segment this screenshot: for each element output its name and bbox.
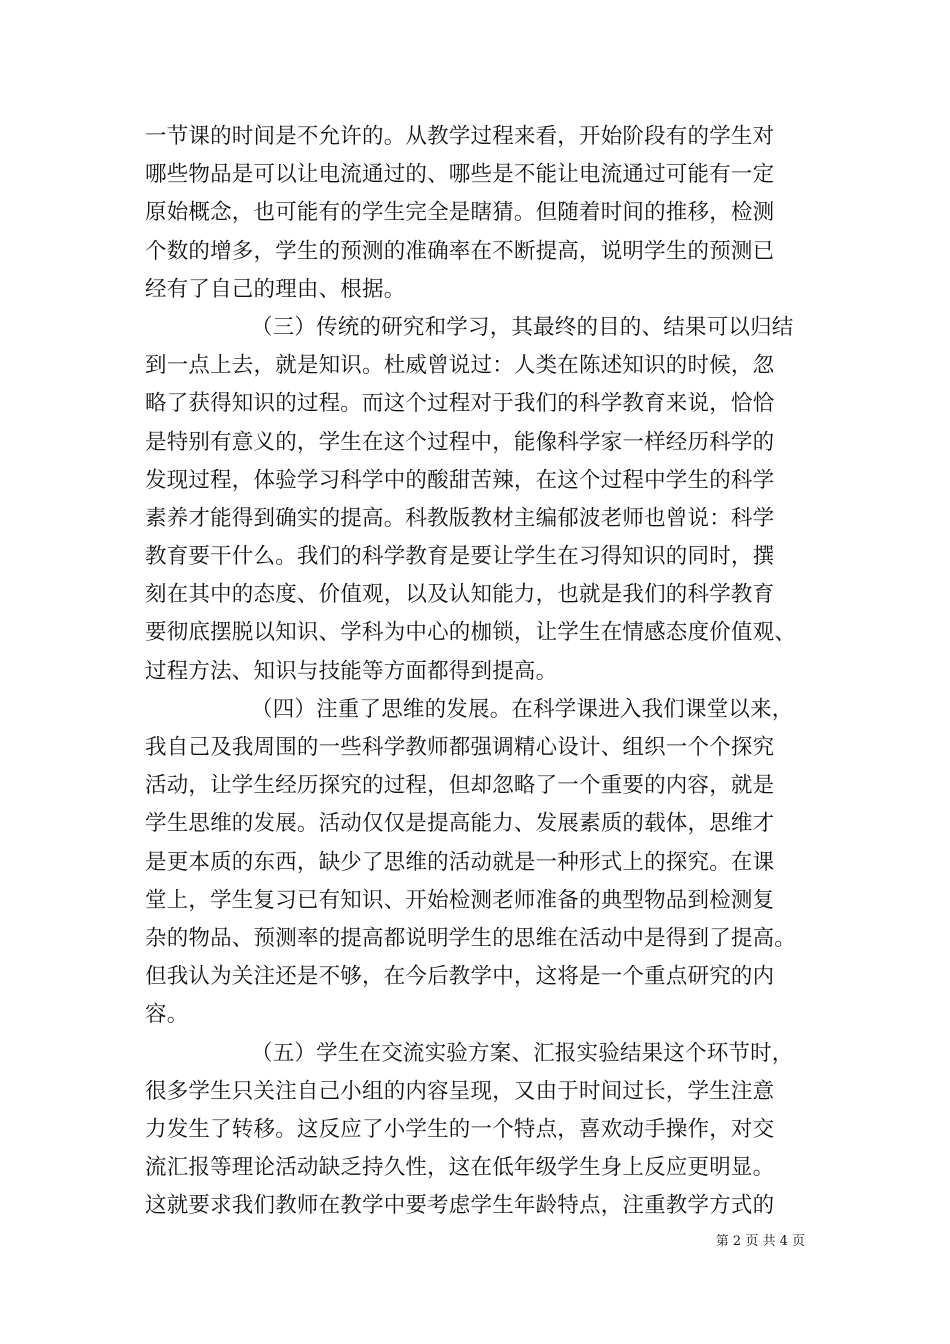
text-line: 是更本质的东西，缺少了思维的活动就是一种形式上的探究。在课 [145,849,775,875]
text-line: 力发生了转移。这反应了小学生的一个特点，喜欢动手操作，对交 [145,1116,775,1142]
text-line: 到一点上去，就是知识。杜威曾说过：人类在陈述知识的时候，忽 [145,353,775,379]
paragraph-start-line: （四）注重了思维的发展。在科学课进入我们课堂以来， [251,696,794,722]
text-line: 发现过程，体验学习科学中的酸甜苦辣，在这个过程中学生的科学 [145,467,775,493]
paragraph-start-line: （五）学生在交流实验方案、汇报实验结果这个环节时， [251,1040,794,1066]
text-line: 我自己及我周围的一些科学教师都强调精心设计、组织一个个探究 [145,735,775,760]
text-line: 容。 [145,1002,189,1028]
text-line: 素养才能得到确实的提高。科教版教材主编郁波老师也曾说：科学 [145,505,775,531]
text-line: 堂上，学生复习已有知识、开始检测老师准备的典型物品到检测复 [145,887,775,913]
text-line: 很多学生只关注自己小组的内容呈现，又由于时间过长，学生注意 [145,1078,775,1104]
text-line: 原始概念，也可能有的学生完全是瞎猜。但随着时间的推移，检测 [145,200,775,226]
text-line: 经有了自己的理由、根据。 [145,276,406,302]
text-line: 活动，让学生经历探究的过程，但却忽略了一个重要的内容，就是 [145,773,775,799]
text-line: 但我认为关注还是不够，在今后教学中，这将是一个重点研究的内 [145,964,775,990]
text-line: 杂的物品、预测率的提高都说明学生的思维在活动中是得到了提高。 [145,925,797,951]
text-line: 是特别有意义的，学生在这个过程中，能像科学家一样经历科学的 [145,429,775,455]
text-line: 刻在其中的态度、价值观，以及认知能力，也就是我们的科学教育 [145,582,775,608]
text-line: 学生思维的发展。活动仅仅是提高能力、发展素质的载体，思维才 [145,811,775,837]
text-line: 流汇报等理论活动缺乏持久性，这在低年级学生身上反应更明显。 [145,1155,775,1181]
text-line: 这就要求我们教师在教学中要考虑学生年龄特点，注重教学方式的 [145,1193,775,1219]
page-number: 第 2 页 共 4 页 [715,1234,805,1249]
text-line: 略了获得知识的过程。而这个过程对于我们的科学教育来说，恰恰 [145,391,775,417]
body-text [145,118,825,1225]
text-line: 个数的增多，学生的预测的准确率在不断提高，说明学生的预测已 [145,238,775,264]
text-line: 哪些物品是可以让电流通过的、哪些是不能让电流通过可能有一定 [145,162,775,188]
paragraph-start-line: （三）传统的研究和学习，其最终的目的、结果可以归结 [251,314,794,340]
text-line: 要彻底摆脱以知识、学科为中心的枷锁，让学生在情感态度价值观、 [145,620,797,646]
text-line: 过程方法、知识与技能等方面都得到提高。 [145,658,558,684]
text-line: 教育要干什么。我们的科学教育是要让学生在习得知识的同时，撰 [145,544,775,570]
text-line: 一节课的时间是不允许的。从教学过程来看，开始阶段有的学生对 [145,124,775,149]
